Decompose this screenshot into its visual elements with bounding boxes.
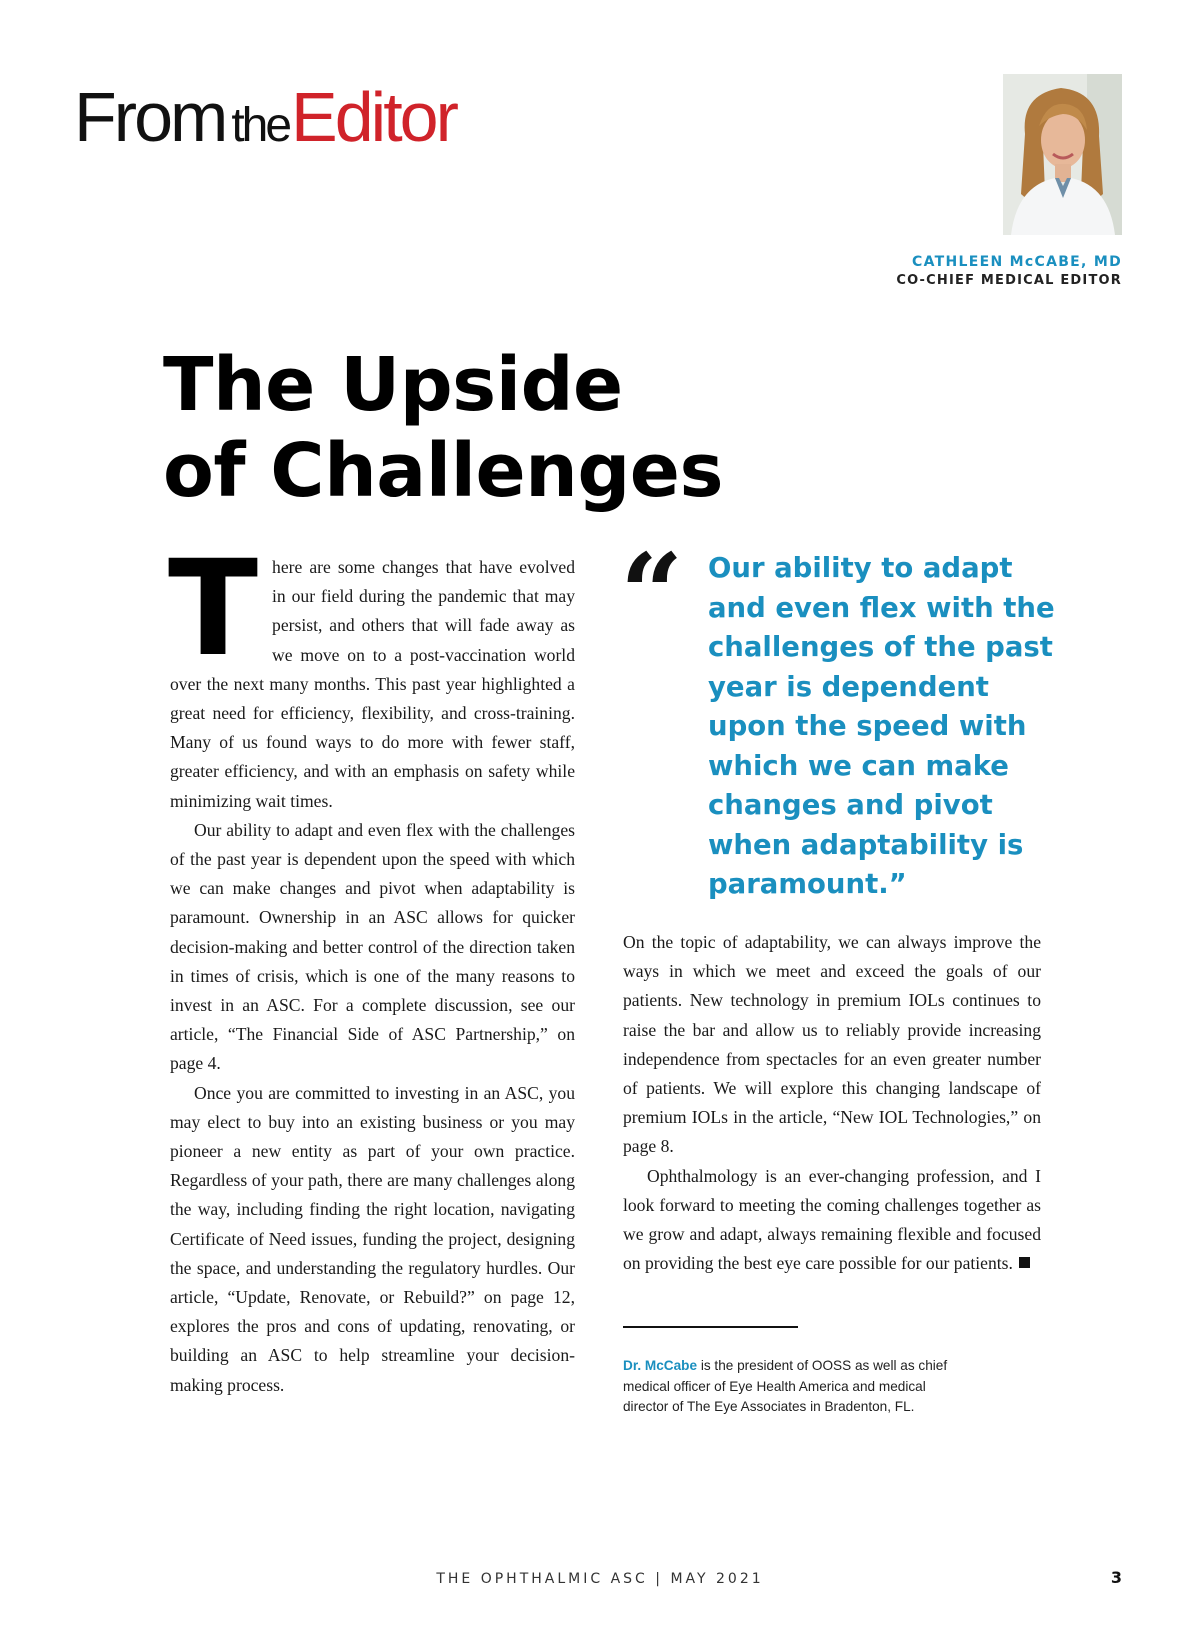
body-column-left (168, 532, 575, 1400)
body-column-right (623, 928, 1041, 1278)
bio-name: Dr. McCabe (623, 1358, 698, 1373)
paragraph-1 (168, 532, 575, 816)
paragraph-1-text: here are some changes that have evolved in our field during the pandemic that may persist, and others that will fade away as we move on to a post-vaccination world over the next many months. This past year highlighted a great need for efficiency, flexibility, and cross-training. Many of us found ways to do more with fewer staff, greater efficiency, and with an emphasis on safety while minimizing wait times. (170, 557, 575, 811)
article-title (163, 342, 963, 514)
end-mark-icon (1019, 1257, 1030, 1268)
paragraph-5-text: Ophthalmology is an ever-changing profession, and I look forward to meeting the coming challenges together as we grow and adapt, always remaining flexible and focused on providing the best eye care possible for our patients. (623, 1165, 1041, 1274)
author-photo (1003, 74, 1122, 235)
title-line-1: The Upside (163, 342, 623, 428)
author-name: CATHLEEN McCABE, MD (912, 254, 1122, 270)
paragraph-4: On the topic of adaptability, we can always improve the ways in which we meet and exceed the goals of our patients. New technology in premium IOLs continues to raise the bar and allow us to reliably provide increasing independence from spectacles for an even greater number of patients. We will explore this changing landscape of premium IOLs in the article, “New IOL Technologies,” on page 8. (623, 932, 1041, 1157)
section-header (74, 78, 456, 156)
header-from: From (74, 78, 226, 156)
page-number: 3 (1110, 1568, 1122, 1587)
quote-mark-icon: “ (620, 529, 684, 658)
bio-divider (623, 1326, 798, 1328)
paragraph-5 (623, 1162, 1041, 1279)
header-editor: Editor (291, 78, 456, 156)
drop-cap: T (168, 532, 259, 686)
author-bio (623, 1356, 963, 1418)
author-role: CO-CHIEF MEDICAL EDITOR (896, 273, 1122, 288)
paragraph-3: Once you are committed to investing in an ASC, you may elect to buy into an existing business or you may pioneer a new entity as part of your own practice. Regardless of your path, there are many challenges along the way, including finding the right location, navigating Certificate of Need issues, funding the project, designing the space, and understanding the regulatory hurdles. Our article, “Update, Renovate, or Rebuild?” on page 12, explores the pros and cons of updating, renovating, or building an ASC to help streamline your decision-making process. (170, 1082, 575, 1395)
title-line-2: of Challenges (163, 428, 724, 514)
footer-publication: THE OPHTHALMIC ASC | MAY 2021 (436, 1571, 764, 1587)
paragraph-2: Our ability to adapt and even flex with the challenges of the past year is dependent upon the speed with which we can make changes and pivot when adaptability is paramount. Ownership in an ASC allows for quicker decision-making and better control of the direction taken in times of crisis, which is one of the many reasons to invest in an ASC. For a complete discussion, see our article, “The Financial Side of ASC Partnership,” on page 4. (170, 819, 575, 1074)
editor-portrait-icon (1003, 74, 1122, 235)
header-the: the (231, 99, 290, 152)
bio-text: is the president of OOSS as well as chief medical officer of Eye Health America and medical director of The Eye Associates in Bradenton, FL. (623, 1358, 948, 1414)
pull-quote-text: Our ability to adapt and even flex with the challenges of the past year is dependent upon the speed with which we can make changes and pivot when adaptability is paramount.” (708, 552, 1055, 900)
